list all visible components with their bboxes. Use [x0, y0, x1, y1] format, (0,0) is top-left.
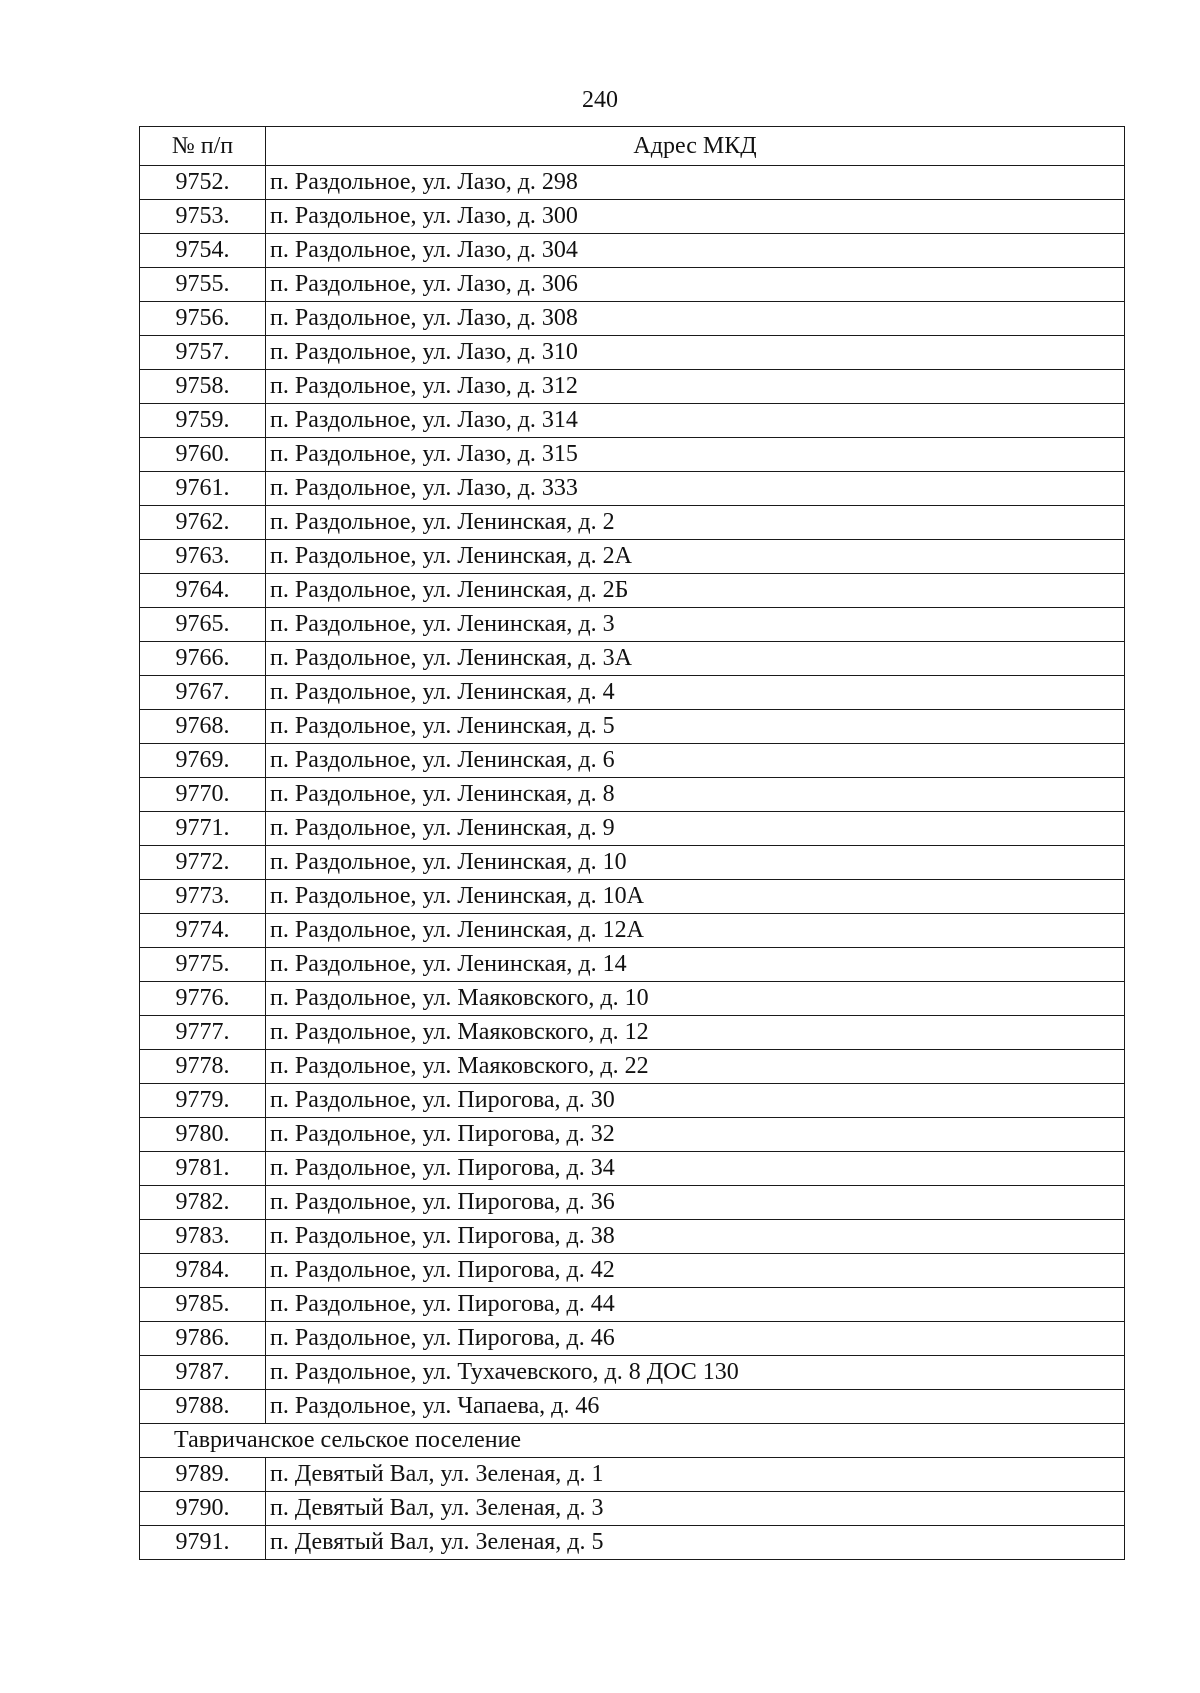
row-number: 9788.: [140, 1390, 266, 1424]
row-address: п. Раздольное, ул. Лазо, д. 298: [266, 166, 1125, 200]
row-number: 9780.: [140, 1118, 266, 1152]
table-row: [140, 1492, 1125, 1526]
row-address: п. Раздольное, ул. Лазо, д. 304: [266, 234, 1125, 268]
row-address: п. Раздольное, ул. Ленинская, д. 2А: [266, 540, 1125, 574]
row-number: 9771.: [140, 812, 266, 846]
table-row: [140, 948, 1125, 982]
row-address: п. Раздольное, ул. Лазо, д. 333: [266, 472, 1125, 506]
page-number: 240: [582, 87, 618, 113]
table-row: [140, 1458, 1125, 1492]
row-number: 9755.: [140, 268, 266, 302]
row-number: 9763.: [140, 540, 266, 574]
row-number: 9786.: [140, 1322, 266, 1356]
address-table: [139, 126, 1125, 1560]
row-address: п. Раздольное, ул. Ленинская, д. 5: [266, 710, 1125, 744]
table-row: [140, 1152, 1125, 1186]
row-number: 9766.: [140, 642, 266, 676]
table-row: [140, 1084, 1125, 1118]
row-number: 9756.: [140, 302, 266, 336]
row-address: п. Раздольное, ул. Чапаева, д. 46: [266, 1390, 1125, 1424]
table-row: [140, 1288, 1125, 1322]
row-address: п. Раздольное, ул. Тухачевского, д. 8 ДОС 130: [266, 1356, 1125, 1390]
row-address: п. Раздольное, ул. Лазо, д. 310: [266, 336, 1125, 370]
row-address: п. Раздольное, ул. Ленинская, д. 6: [266, 744, 1125, 778]
row-address: п. Девятый Вал, ул. Зеленая, д. 5: [266, 1526, 1125, 1560]
table-row: [140, 914, 1125, 948]
row-number: 9782.: [140, 1186, 266, 1220]
row-address: п. Раздольное, ул. Пирогова, д. 46: [266, 1322, 1125, 1356]
row-number: 9764.: [140, 574, 266, 608]
table-row: [140, 1220, 1125, 1254]
row-address: п. Раздольное, ул. Ленинская, д. 2: [266, 506, 1125, 540]
header-row: [140, 127, 1125, 166]
table-row: [140, 880, 1125, 914]
table-row: [140, 200, 1125, 234]
table-row: [140, 982, 1125, 1016]
row-address: п. Раздольное, ул. Ленинская, д. 8: [266, 778, 1125, 812]
table-row: [140, 506, 1125, 540]
table-row: [140, 234, 1125, 268]
row-address: п. Девятый Вал, ул. Зеленая, д. 3: [266, 1492, 1125, 1526]
row-number: 9784.: [140, 1254, 266, 1288]
row-number: 9779.: [140, 1084, 266, 1118]
table-row: [140, 1356, 1125, 1390]
row-number: 9757.: [140, 336, 266, 370]
row-number: 9768.: [140, 710, 266, 744]
row-number: 9787.: [140, 1356, 266, 1390]
row-number: 9754.: [140, 234, 266, 268]
row-address: п. Раздольное, ул. Ленинская, д. 14: [266, 948, 1125, 982]
table-row: [140, 642, 1125, 676]
row-address: п. Раздольное, ул. Ленинская, д. 3А: [266, 642, 1125, 676]
row-number: 9772.: [140, 846, 266, 880]
row-address: п. Раздольное, ул. Пирогова, д. 32: [266, 1118, 1125, 1152]
table-row: [140, 778, 1125, 812]
row-address: п. Раздольное, ул. Маяковского, д. 22: [266, 1050, 1125, 1084]
table-row: [140, 472, 1125, 506]
table-row: [140, 1050, 1125, 1084]
table-row: [140, 404, 1125, 438]
table-row: [140, 846, 1125, 880]
section-row: [140, 1424, 1125, 1458]
row-number: 9791.: [140, 1526, 266, 1560]
row-address: п. Раздольное, ул. Ленинская, д. 9: [266, 812, 1125, 846]
row-address: п. Раздольное, ул. Ленинская, д. 3: [266, 608, 1125, 642]
table-row: [140, 1322, 1125, 1356]
table-body: [140, 166, 1125, 1560]
row-address: п. Раздольное, ул. Лазо, д. 314: [266, 404, 1125, 438]
table-row: [140, 1526, 1125, 1560]
row-address: п. Раздольное, ул. Пирогова, д. 38: [266, 1220, 1125, 1254]
table-row: [140, 574, 1125, 608]
table-row: [140, 336, 1125, 370]
row-number: 9753.: [140, 200, 266, 234]
table-row: [140, 710, 1125, 744]
row-number: 9781.: [140, 1152, 266, 1186]
table-row: [140, 1254, 1125, 1288]
row-address: п. Раздольное, ул. Лазо, д. 300: [266, 200, 1125, 234]
row-number: 9770.: [140, 778, 266, 812]
table-row: [140, 268, 1125, 302]
table-row: [140, 744, 1125, 778]
column-header-number: № п/п: [140, 127, 266, 166]
row-number: 9769.: [140, 744, 266, 778]
row-address: п. Раздольное, ул. Маяковского, д. 10: [266, 982, 1125, 1016]
table-row: [140, 608, 1125, 642]
row-number: 9783.: [140, 1220, 266, 1254]
section-title: Тавричанское сельское поселение: [140, 1424, 1125, 1458]
table-row: [140, 370, 1125, 404]
row-number: 9752.: [140, 166, 266, 200]
row-number: 9767.: [140, 676, 266, 710]
row-number: 9759.: [140, 404, 266, 438]
table-row: [140, 540, 1125, 574]
row-number: 9765.: [140, 608, 266, 642]
row-address: п. Раздольное, ул. Пирогова, д. 34: [266, 1152, 1125, 1186]
row-number: 9785.: [140, 1288, 266, 1322]
table-row: [140, 1390, 1125, 1424]
row-number: 9790.: [140, 1492, 266, 1526]
table-row: [140, 302, 1125, 336]
table-row: [140, 676, 1125, 710]
row-address: п. Раздольное, ул. Пирогова, д. 42: [266, 1254, 1125, 1288]
row-address: п. Раздольное, ул. Маяковского, д. 12: [266, 1016, 1125, 1050]
column-header-address: Адрес МКД: [266, 127, 1125, 166]
table-row: [140, 812, 1125, 846]
row-number: 9773.: [140, 880, 266, 914]
table-row: [140, 438, 1125, 472]
row-address: п. Раздольное, ул. Лазо, д. 306: [266, 268, 1125, 302]
row-address: п. Раздольное, ул. Лазо, д. 315: [266, 438, 1125, 472]
row-number: 9777.: [140, 1016, 266, 1050]
row-address: п. Раздольное, ул. Ленинская, д. 10А: [266, 880, 1125, 914]
table-header: [140, 127, 1125, 166]
table-row: [140, 166, 1125, 200]
row-address: п. Раздольное, ул. Пирогова, д. 30: [266, 1084, 1125, 1118]
row-address: п. Раздольное, ул. Пирогова, д. 44: [266, 1288, 1125, 1322]
table-row: [140, 1118, 1125, 1152]
row-address: п. Девятый Вал, ул. Зеленая, д. 1: [266, 1458, 1125, 1492]
row-address: п. Раздольное, ул. Лазо, д. 308: [266, 302, 1125, 336]
row-address: п. Раздольное, ул. Пирогова, д. 36: [266, 1186, 1125, 1220]
row-address: п. Раздольное, ул. Лазо, д. 312: [266, 370, 1125, 404]
row-number: 9758.: [140, 370, 266, 404]
table-row: [140, 1016, 1125, 1050]
row-address: п. Раздольное, ул. Ленинская, д. 12А: [266, 914, 1125, 948]
row-number: 9789.: [140, 1458, 266, 1492]
row-address: п. Раздольное, ул. Ленинская, д. 4: [266, 676, 1125, 710]
row-number: 9775.: [140, 948, 266, 982]
row-number: 9762.: [140, 506, 266, 540]
table-row: [140, 1186, 1125, 1220]
row-address: п. Раздольное, ул. Ленинская, д. 10: [266, 846, 1125, 880]
row-number: 9761.: [140, 472, 266, 506]
row-number: 9776.: [140, 982, 266, 1016]
row-number: 9778.: [140, 1050, 266, 1084]
row-number: 9774.: [140, 914, 266, 948]
row-number: 9760.: [140, 438, 266, 472]
row-address: п. Раздольное, ул. Ленинская, д. 2Б: [266, 574, 1125, 608]
